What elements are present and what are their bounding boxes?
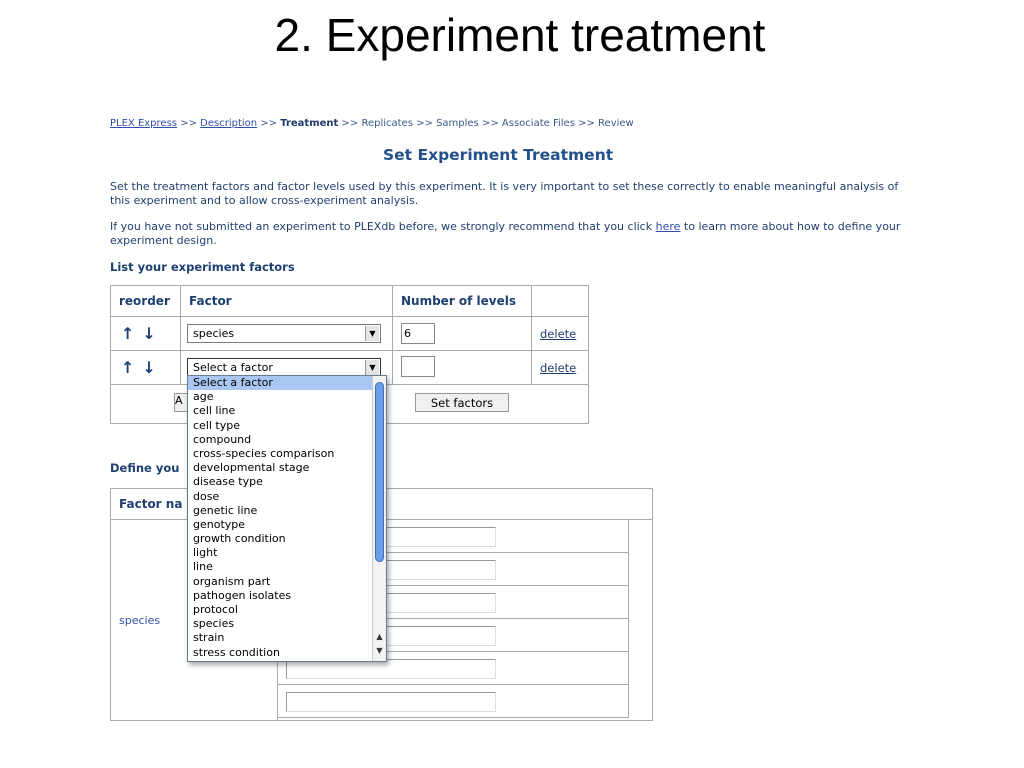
intro-paragraph: Set the treatment factors and factor levels used by this experiment. It is very important to set these correctly to enable meaningful analysis of this experiment and to allow cross-experiment analysis.	[110, 180, 899, 207]
breadcrumb-review: Review	[598, 118, 634, 129]
dropdown-option[interactable]: genetic line	[193, 503, 258, 517]
dropdown-option[interactable]: growth condition	[193, 532, 286, 546]
factor-select-value: Select a factor	[193, 361, 273, 374]
scrollbar-thumb[interactable]	[375, 382, 384, 562]
level-row	[278, 685, 629, 718]
factor-cell	[181, 317, 393, 351]
factor-dropdown-list[interactable]	[187, 375, 387, 662]
dropdown-option[interactable]: cell line	[193, 404, 236, 418]
breadcrumb-separator: >>	[481, 118, 499, 129]
scroll-up-icon[interactable]: ▲	[376, 632, 383, 641]
help-text-after: to learn more about how to define your experiment design.	[110, 220, 901, 247]
list-factors-heading: List your experiment factors	[110, 260, 295, 274]
add-factor-button[interactable]: A	[174, 393, 200, 412]
column-header-levels: Number of levels	[393, 286, 532, 317]
chevron-down-icon[interactable]: ▼	[365, 360, 379, 375]
reorder-arrows[interactable]: ↑↓	[111, 317, 181, 351]
dropdown-option[interactable]: strain	[193, 631, 225, 645]
breadcrumb-treatment: Treatment	[280, 118, 339, 129]
breadcrumb-separator: >>	[341, 118, 359, 129]
page-title: Set Experiment Treatment	[383, 146, 614, 164]
dropdown-option[interactable]: dose	[193, 489, 220, 503]
breadcrumb-separator: >>	[416, 118, 433, 129]
breadcrumb-plex-express[interactable]: PLEX Express	[110, 118, 177, 129]
breadcrumb-description[interactable]: Description	[200, 118, 258, 129]
breadcrumb-separator: >>	[260, 118, 278, 129]
levels-cell	[393, 317, 532, 351]
dropdown-scrollbar[interactable]	[372, 376, 386, 661]
delete-link[interactable]: delete	[532, 317, 589, 351]
dropdown-option[interactable]: light	[193, 546, 218, 560]
define-levels-heading: Define you	[110, 461, 180, 475]
dropdown-option[interactable]: cross-species comparison	[193, 446, 335, 460]
table-row	[111, 317, 589, 351]
levels-input[interactable]: 6	[401, 323, 435, 344]
dropdown-option[interactable]: line	[193, 560, 213, 574]
scroll-down-icon[interactable]: ▼	[376, 646, 383, 655]
level-input[interactable]	[286, 692, 496, 712]
breadcrumb-samples: Samples	[436, 118, 479, 129]
breadcrumb	[110, 118, 634, 129]
dropdown-option[interactable]: cell type	[193, 418, 240, 432]
column-header-factor: Factor	[181, 286, 393, 317]
dropdown-option[interactable]: species	[193, 617, 235, 631]
dropdown-option[interactable]: developmental stage	[193, 461, 310, 475]
breadcrumb-separator: >>	[180, 118, 197, 129]
help-paragraph	[110, 220, 920, 248]
factor-select[interactable]	[187, 324, 381, 343]
dropdown-option[interactable]: compound	[193, 432, 252, 446]
dropdown-option[interactable]: Select a factor	[188, 376, 373, 390]
breadcrumb-replicates: Replicates	[361, 118, 413, 129]
factor-select-value: species	[193, 327, 235, 340]
levels-cell	[393, 351, 532, 385]
dropdown-option[interactable]: age	[193, 390, 214, 404]
slide-title: 2. Experiment treatment	[274, 9, 766, 61]
level-input[interactable]	[286, 659, 496, 679]
breadcrumb-associate-files: Associate Files	[501, 118, 575, 129]
dropdown-option[interactable]: organism part	[193, 574, 271, 588]
delete-link[interactable]: delete	[532, 351, 589, 385]
factor-name-cell: species	[111, 520, 278, 721]
dropdown-options	[188, 376, 386, 660]
help-link[interactable]: here	[655, 220, 681, 233]
dropdown-option[interactable]: disease type	[193, 475, 263, 489]
column-header-actions	[532, 286, 589, 317]
dropdown-option[interactable]: genotype	[193, 517, 246, 531]
help-text-before: If you have not submitted an experiment to PLEXdb before, we strongly recommend that you click	[110, 220, 653, 233]
breadcrumb-separator: >>	[578, 118, 595, 129]
levels-input[interactable]	[401, 356, 435, 377]
chevron-down-icon[interactable]: ▼	[365, 326, 379, 341]
levels-table-header: Factor na	[111, 489, 653, 520]
dropdown-option[interactable]: stress condition	[193, 645, 280, 659]
set-factors-button[interactable]: Set factors	[415, 393, 509, 412]
column-header-reorder: reorder	[111, 286, 181, 317]
dropdown-option[interactable]: protocol	[193, 603, 238, 616]
dropdown-option[interactable]: pathogen isolates	[193, 588, 292, 602]
reorder-arrows[interactable]: ↑↓	[111, 351, 181, 385]
